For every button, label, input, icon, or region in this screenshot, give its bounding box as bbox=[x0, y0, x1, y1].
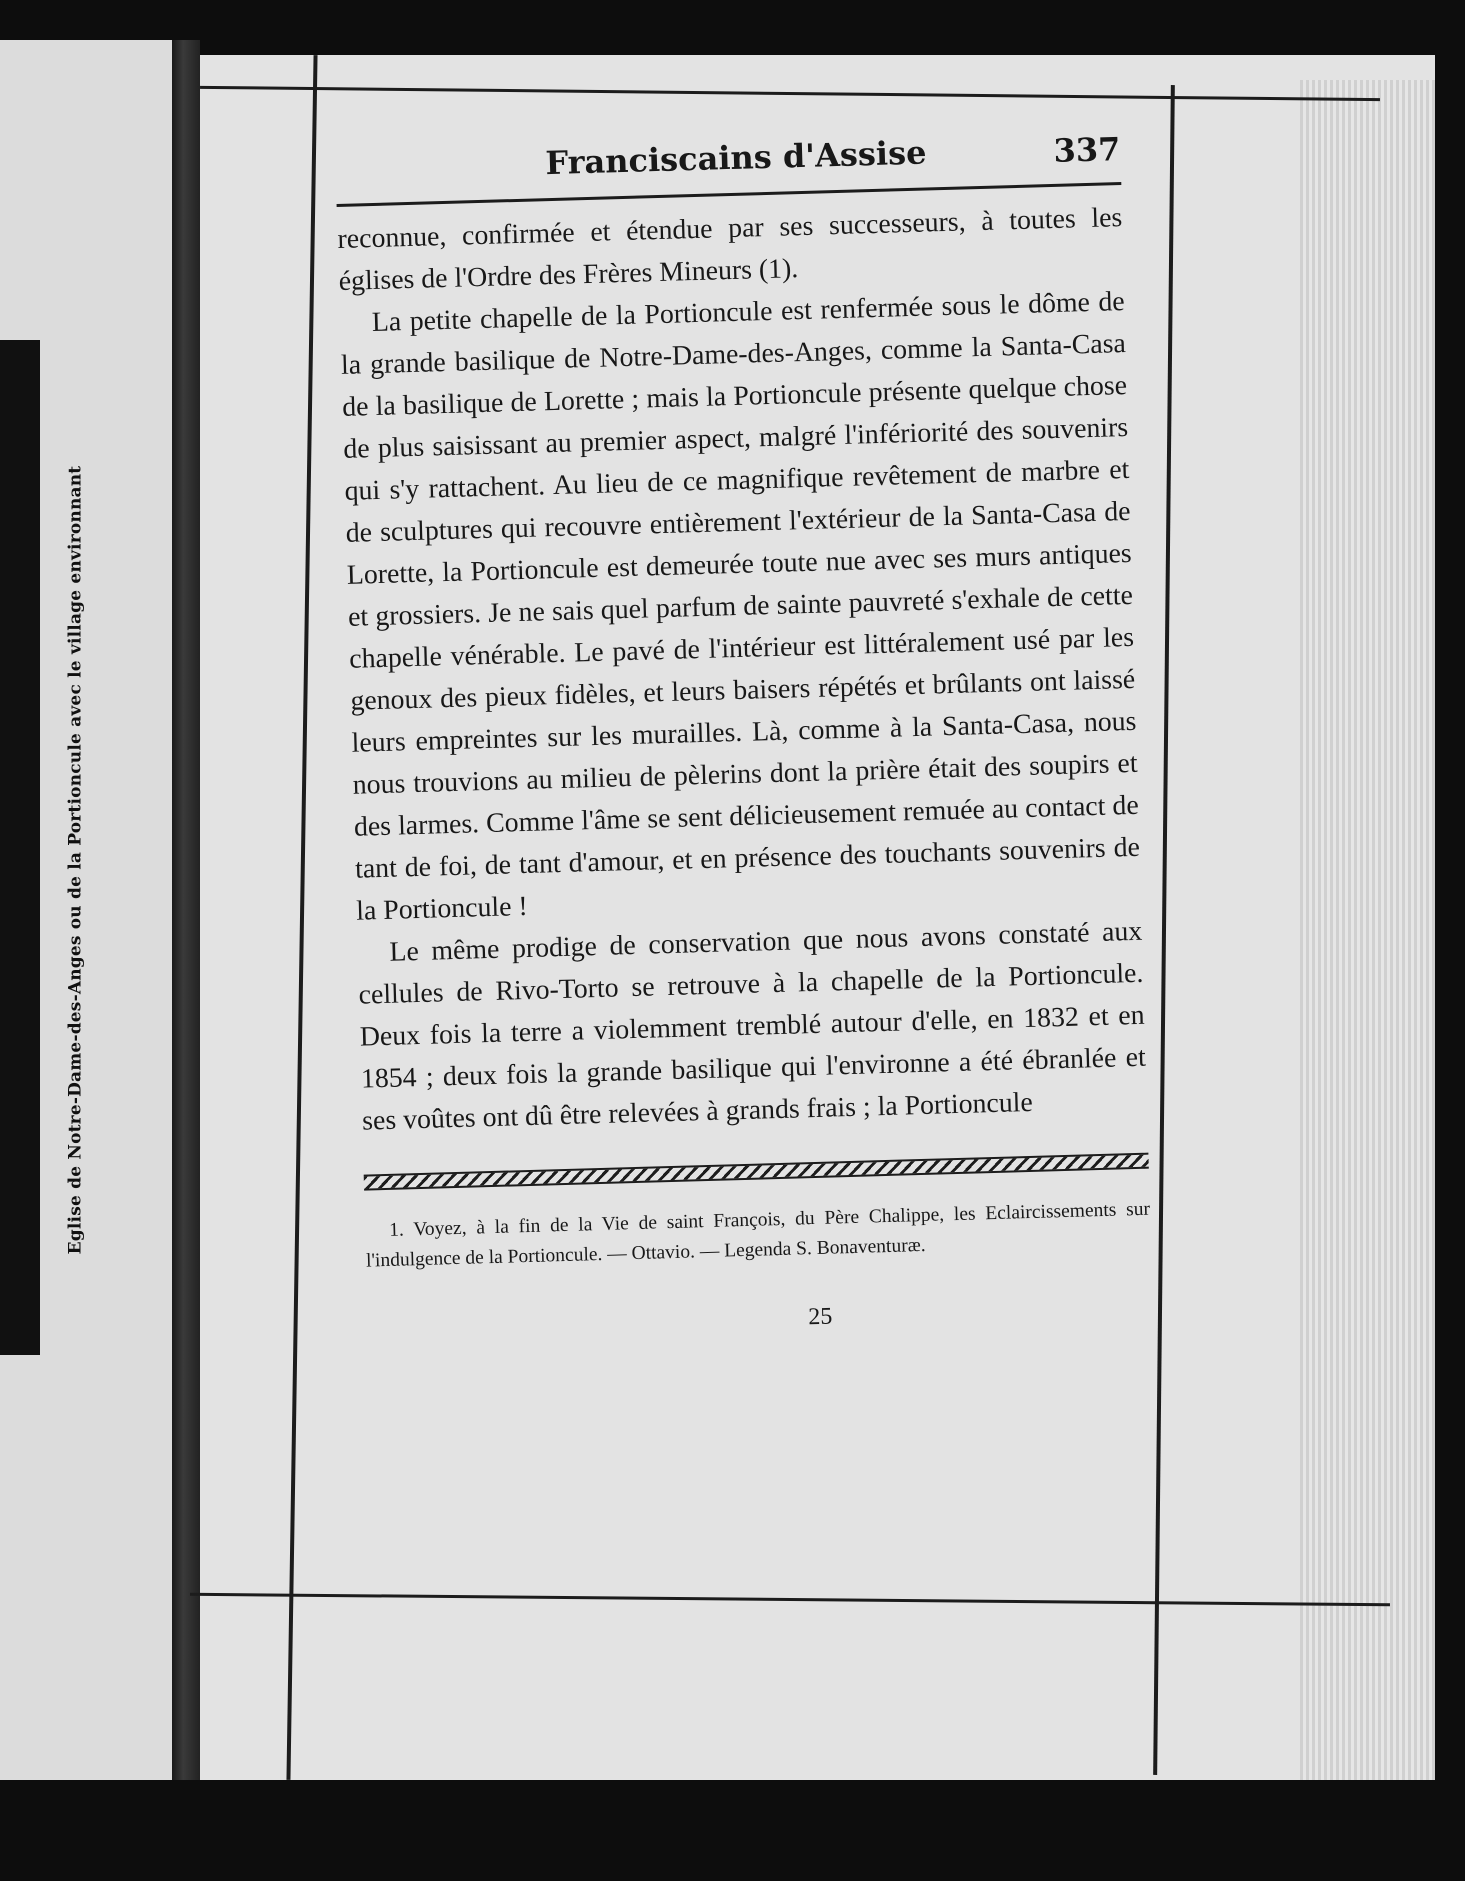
book-gutter bbox=[172, 40, 200, 1780]
plate-caption-text: Eglise de Notre-Dame-des-Anges ou de la Portioncule avec le village environnant bbox=[65, 465, 85, 1255]
footnote: 1. Voyez, à la fin de la Vie de saint François, du Père Chalippe, les Eclaircissements sur l'indulgence de la Portioncule. — Ottavio. — Legenda S. Bonaventuræ. bbox=[365, 1198, 1151, 1272]
paragraph: La petite chapelle de la Portioncule est renfermée sous le dôme de la grande basilique de Notre-Dame-des-Anges, comme la Santa-Casa de la basilique de Lorette ; mais la Portioncule présente quelque chose de plus saisissant au premier aspect, malgré l'infériorité des souvenirs qui s'y rattachent. Au lieu de ce magnifique revêtement de marbre et de sculptures qui recouvre entièrement l'extérieur de la Santa-Casa de Lorette, la Portioncule est demeurée toute nue avec ses murs antiques et grossiers. Je ne sais quel parfum de sainte pauvreté s'exhale de cette chapelle vénérable. Le pavé de l'intérieur est littéralement usé par les genoux des pieux fidèles, et leurs baisers répétés et brûlants ont laissé leurs empreintes sur les murailles. Là, comme à la Santa-Casa, nous nous trouvions au milieu de pèlerins dont la prière était des soupirs et des larmes. Comme l'âme se sent délicieusement remuée au contact de tant de foi, de tant d'amour, et en présence des touchants souvenirs de la Portioncule ! bbox=[340, 286, 1141, 927]
facing-plate-page bbox=[0, 40, 190, 1780]
signature-mark: 25 bbox=[807, 1303, 833, 1331]
body-text bbox=[337, 197, 1147, 1143]
paragraph: Le même prodige de conservation que nous avons constaté aux cellules de Rivo-Torto se retrouve à la chapelle de la Portioncule. Deux fois la terre a violemment tremblé autour d'elle, en 1832 et en 1854 ; deux fois la grande basilique qui l'environne a été ébranlée et ses voûtes ont dû être relevées à grands frais ; la Portioncule bbox=[358, 915, 1147, 1137]
page-number: 337 bbox=[1053, 130, 1121, 170]
plate-image bbox=[0, 340, 40, 1355]
page-text-block bbox=[335, 126, 1153, 1343]
paragraph: reconnue, confirmée et étendue par ses successeurs, à toutes les églises de l'Ordre des Frères Mineurs (1). bbox=[337, 202, 1123, 297]
footnote-separator bbox=[364, 1153, 1149, 1191]
page-edge-stack bbox=[1300, 80, 1435, 1780]
running-title: Franciscains d'Assise bbox=[544, 133, 927, 183]
plate-caption bbox=[40, 395, 110, 1325]
